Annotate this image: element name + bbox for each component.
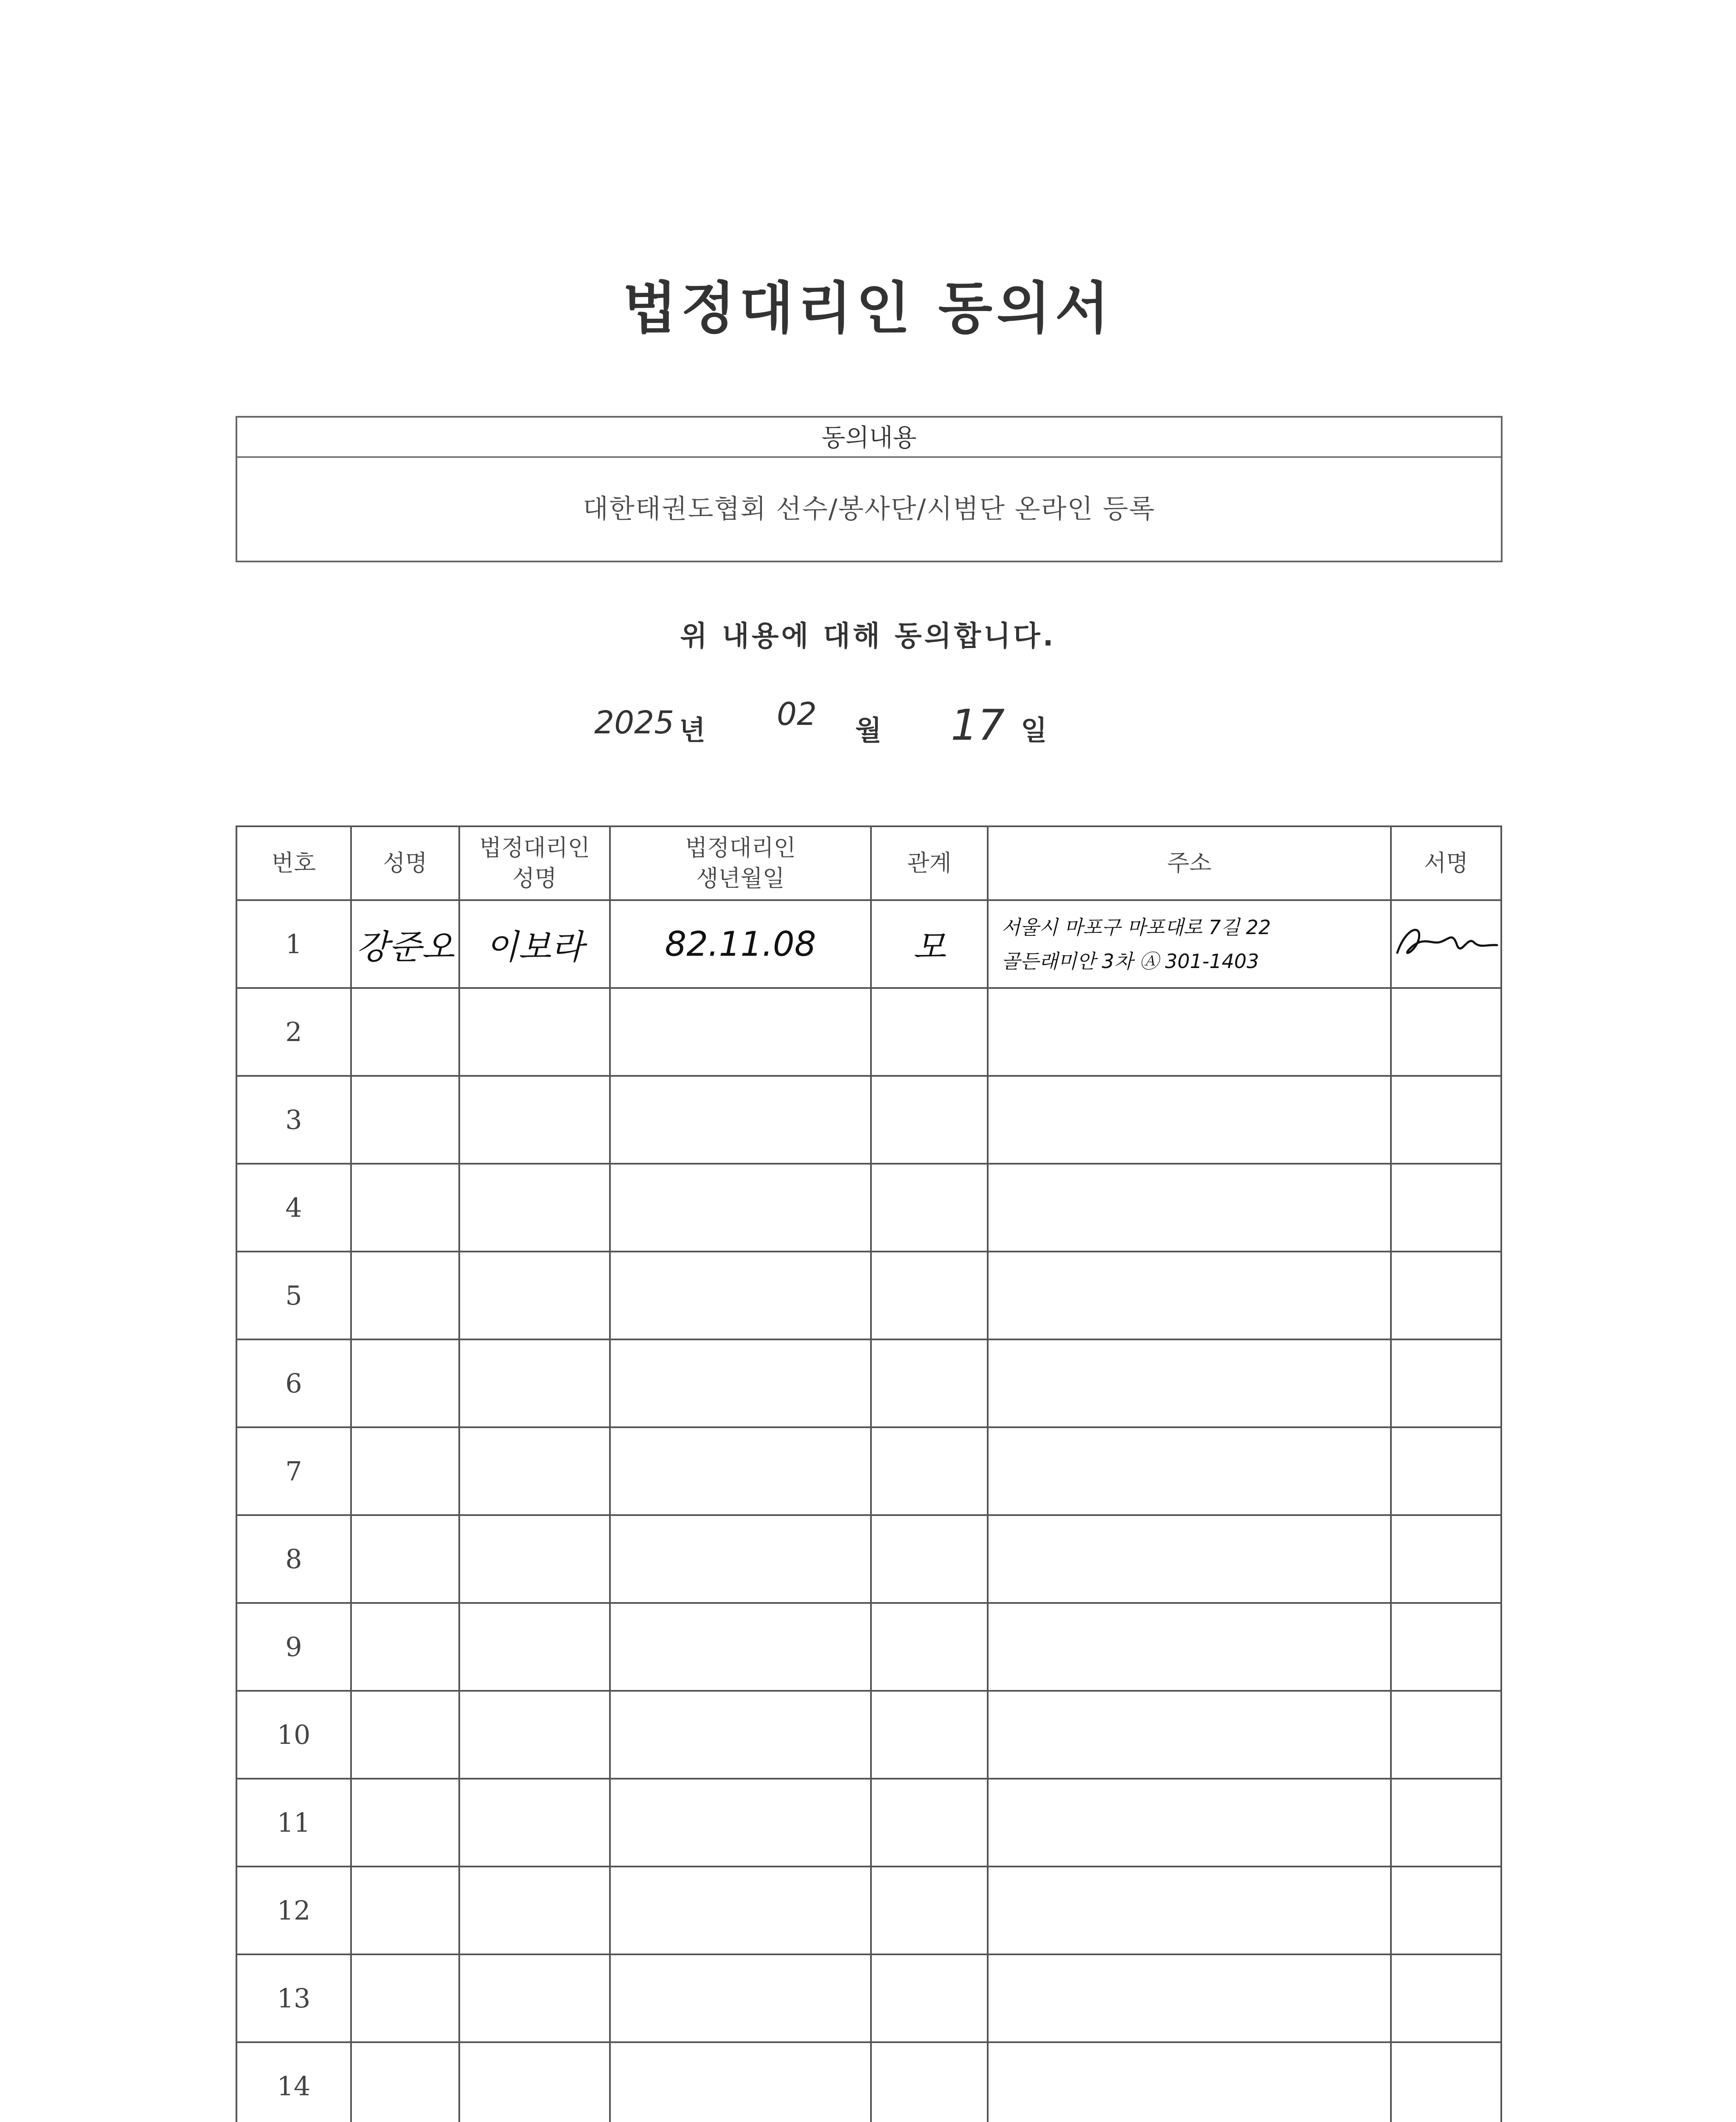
document-title: 법정대리인 동의서 [622,275,1114,341]
date-year-unit: 년 [679,715,705,747]
table-row [236,988,1501,1076]
guardian-name: 이보라 [459,900,610,988]
date-row [0,696,1736,760]
consent-header: 동의내용 [237,418,1501,458]
table-row [236,1252,1501,1339]
header-relation: 관계 [871,826,988,900]
signature [1391,900,1501,988]
date-day-unit: 일 [1021,715,1047,747]
row-number: 3 [236,1076,351,1164]
table-row [236,1427,1501,1515]
row-number: 8 [236,1515,351,1603]
address-line-1: 서울시 마포구 마포대로 7길 22 [1001,915,1271,939]
header-guardian-name: 법정대리인 성명 [459,826,610,900]
date-month: 02 [777,696,817,733]
guardian-birthdate: 82.11.08 [610,900,871,988]
table-row [236,2042,1501,2122]
header-address: 주소 [988,826,1391,900]
header-signature: 서명 [1391,826,1501,900]
agreement-statement: 위 내용에 대해 동의합니다. [680,620,1056,652]
date-day: 17 [951,700,1005,750]
table-row [236,1076,1501,1164]
address-line-2: 골든래미안 3차 Ⓐ 301-1403 [1001,949,1259,973]
table-row [236,1691,1501,1779]
row-number: 2 [236,988,351,1076]
header-name: 성명 [351,826,459,900]
table-row [236,1603,1501,1691]
student-name: 강준오 [351,900,459,988]
address [988,900,1391,988]
table-row [236,1779,1501,1867]
row-number: 13 [236,1954,351,2042]
roster-table [236,825,1502,2122]
consent-body: 대한태권도협회 선수/봉사단/시범단 온라인 등록 [583,493,1155,524]
relation: 모 [871,900,988,988]
row-number: 9 [236,1603,351,1691]
row-number: 1 [236,900,351,988]
table-row [236,1515,1501,1603]
date-year: 2025 [594,705,674,741]
table-row [236,1339,1501,1427]
date-month-unit: 월 [855,715,882,747]
signature-mark [1393,919,1499,970]
table-row [236,1954,1501,2042]
row-number: 11 [236,1779,351,1867]
row-number: 7 [236,1427,351,1515]
table-row [236,900,1501,988]
consent-box [236,416,1503,562]
row-number: 12 [236,1867,351,1954]
table-row [236,1164,1501,1252]
row-number: 10 [236,1691,351,1779]
table-row [236,1867,1501,1954]
row-number: 6 [236,1339,351,1427]
header-guardian-birthdate: 법정대리인 생년월일 [610,826,871,900]
row-number: 4 [236,1164,351,1252]
table-header-row [236,826,1501,900]
row-number: 5 [236,1252,351,1339]
row-number: 14 [236,2042,351,2122]
header-number: 번호 [236,826,351,900]
